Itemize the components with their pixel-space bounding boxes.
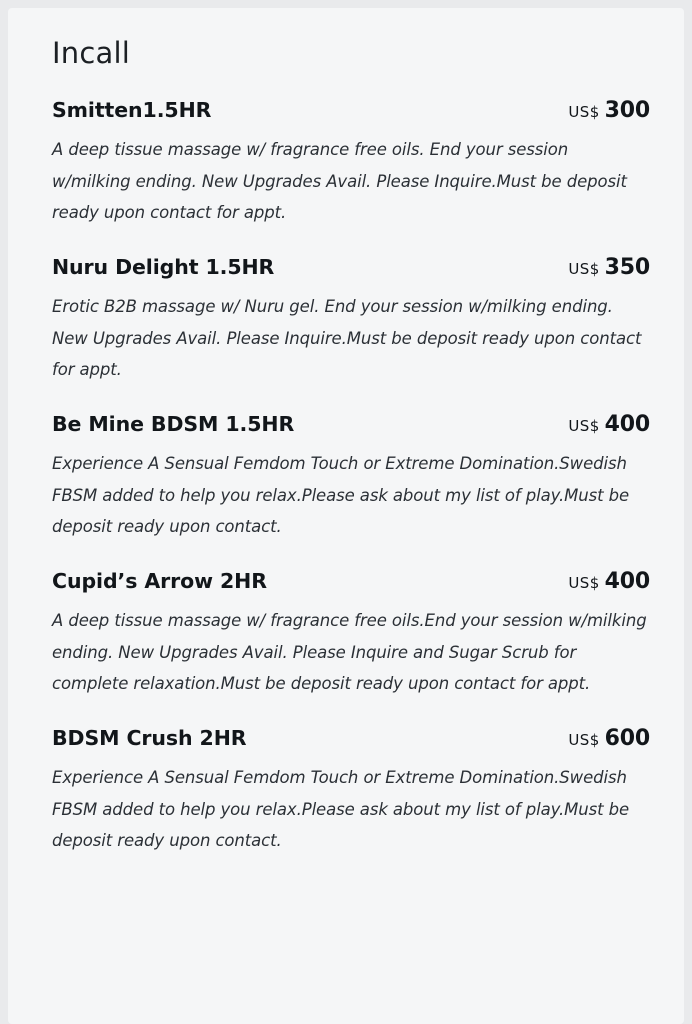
- service-price: [568, 412, 650, 437]
- service-description: A deep tissue massage w/ fragrance free oils.End your session w/milking ending. New Upgrades Avail. Please Inquire and Sugar Scrub for complete relaxation.Must be deposit ready upon contact for appt.: [52, 611, 647, 694]
- service-name: Smitten1.5HR: [52, 98, 212, 122]
- price-amount: 400: [604, 412, 650, 438]
- price-amount: 300: [604, 98, 650, 123]
- service-name: Cupid’s Arrow 2HR: [52, 569, 267, 594]
- list-item: [52, 412, 650, 543]
- service-header: [52, 255, 650, 280]
- service-name: Be Mine BDSM 1.5HR: [52, 412, 295, 437]
- service-price: [568, 98, 650, 123]
- service-header: [52, 98, 650, 123]
- currency-label: US$: [568, 731, 600, 750]
- currency-label: US$: [568, 574, 600, 593]
- service-price: [568, 726, 650, 751]
- list-item: [52, 255, 650, 386]
- currency-label: US$: [568, 103, 600, 121]
- list-item: [52, 569, 650, 700]
- service-description: Erotic B2B massage w/ Nuru gel. End your session w/milking ending. New Upgrades Avail. Please Inquire.Must be deposit ready upon contact for appt.: [52, 297, 642, 380]
- service-header: [52, 569, 650, 594]
- service-description: A deep tissue massage w/ fragrance free oils. End your session w/milking ending. New Upgrades Avail. Please Inquire.Must be deposit ready upon contact for appt.: [52, 140, 627, 223]
- price-amount: 400: [604, 569, 650, 595]
- list-item: [52, 98, 650, 229]
- price-amount: 350: [604, 255, 650, 281]
- service-header: [52, 726, 650, 751]
- page-title: Incall: [52, 36, 130, 70]
- service-menu-card: [8, 8, 684, 1024]
- service-description: Experience A Sensual Femdom Touch or Extreme Domination.Swedish FBSM added to help you relax.Please ask about my list of play.Must be deposit ready upon contact.: [52, 768, 630, 851]
- service-header: [52, 412, 650, 437]
- service-name: Nuru Delight 1.5HR: [52, 255, 275, 280]
- price-amount: 600: [604, 726, 650, 752]
- list-item: [52, 726, 650, 857]
- service-name: BDSM Crush 2HR: [52, 726, 247, 751]
- service-price: [568, 569, 650, 594]
- currency-label: US$: [568, 260, 600, 279]
- service-description: Experience A Sensual Femdom Touch or Extreme Domination.Swedish FBSM added to help you relax.Please ask about my list of play.Must be deposit ready upon contact.: [52, 454, 630, 537]
- currency-label: US$: [568, 417, 600, 436]
- service-price: [568, 255, 650, 280]
